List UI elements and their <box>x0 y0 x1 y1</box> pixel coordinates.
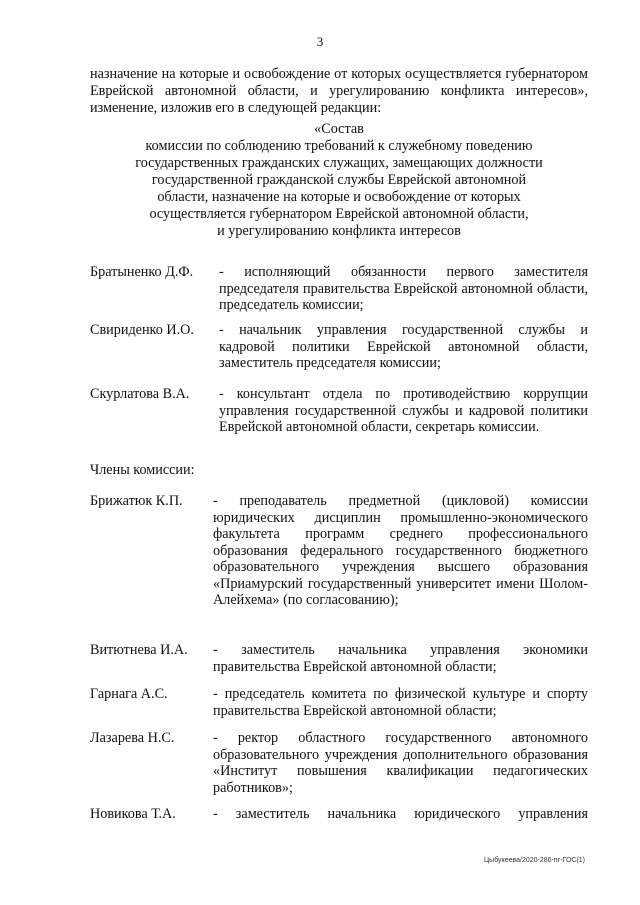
member-description: - начальник управления государственной службы и кадровой политики Еврейской автономной области, заместитель председателя комиссии; <box>219 322 588 371</box>
heading-line: государственной гражданской службы Еврейской автономной <box>151 172 527 188</box>
member-name: Свириденко И.О. <box>90 322 194 338</box>
member-description: - заместитель начальника юридического управления <box>213 806 588 822</box>
members-label: Члены комиссии: <box>90 462 195 478</box>
member-name: Братыненко Д.Ф. <box>90 264 194 280</box>
member-name: Брижатюк К.П. <box>90 493 183 509</box>
member-description: - заместитель начальника управления экономики правительства Еврейской автономной области; <box>213 642 588 675</box>
page-number: 3 <box>316 34 324 49</box>
intro-text: назначение на которые и освобождение от которых осуществляется губернатором Еврейской автономной области, и урегулированию конфликта интересов», изменение, изложив его в следующей редакции: <box>90 66 588 116</box>
member-description: - исполняющий обязанности первого заместителя председателя правительства Еврейской автономной области, председатель комиссии; <box>219 264 588 313</box>
member-description: - председатель комитета по физической культуре и спорту правительства Еврейской автономной области; <box>213 686 588 719</box>
member-name: Скурлатова В.А. <box>90 386 190 402</box>
heading-line: и урегулированию конфликта интересов <box>217 223 461 239</box>
heading-line: «Состав <box>314 121 364 137</box>
heading-line: осуществляется губернатором Еврейской автономной области, <box>149 206 529 222</box>
document-code: Цыбукеева/2020-286-пг-ГОС(1) <box>483 857 585 864</box>
heading-line: области, назначение на которые и освобождение от которых <box>157 189 521 205</box>
member-name: Витютнева И.А. <box>90 642 188 658</box>
member-description: - ректор областного государственного автономного образовательного учреждения дополнительного образования «Институт повышения квалификации педагогических работников»; <box>213 730 588 796</box>
heading-line: комиссии по соблюдению требований к служебному поведению <box>145 138 533 154</box>
member-description: - консультант отдела по противодействию коррупции управления государственной службы и кадровой политики Еврейской автономной области, секретарь комиссии. <box>219 386 588 435</box>
heading-line: государственных гражданских служащих, замещающих должности <box>135 155 543 171</box>
member-name: Гарнага А.С. <box>90 686 168 702</box>
composition-heading <box>90 121 588 240</box>
intro-paragraph <box>90 66 588 117</box>
member-name: Новикова Т.А. <box>90 806 176 822</box>
member-name: Лазарева Н.С. <box>90 730 175 746</box>
member-description: - преподаватель предметной (цикловой) комиссии юридических дисциплин промышленно-экономического факультета программ среднего профессионального образования федерального государственного бюджетного образовательного учреждения высшего образования «Приамурский государственный университет имени Шолом-Алейхема» (по согласованию); <box>213 493 588 608</box>
